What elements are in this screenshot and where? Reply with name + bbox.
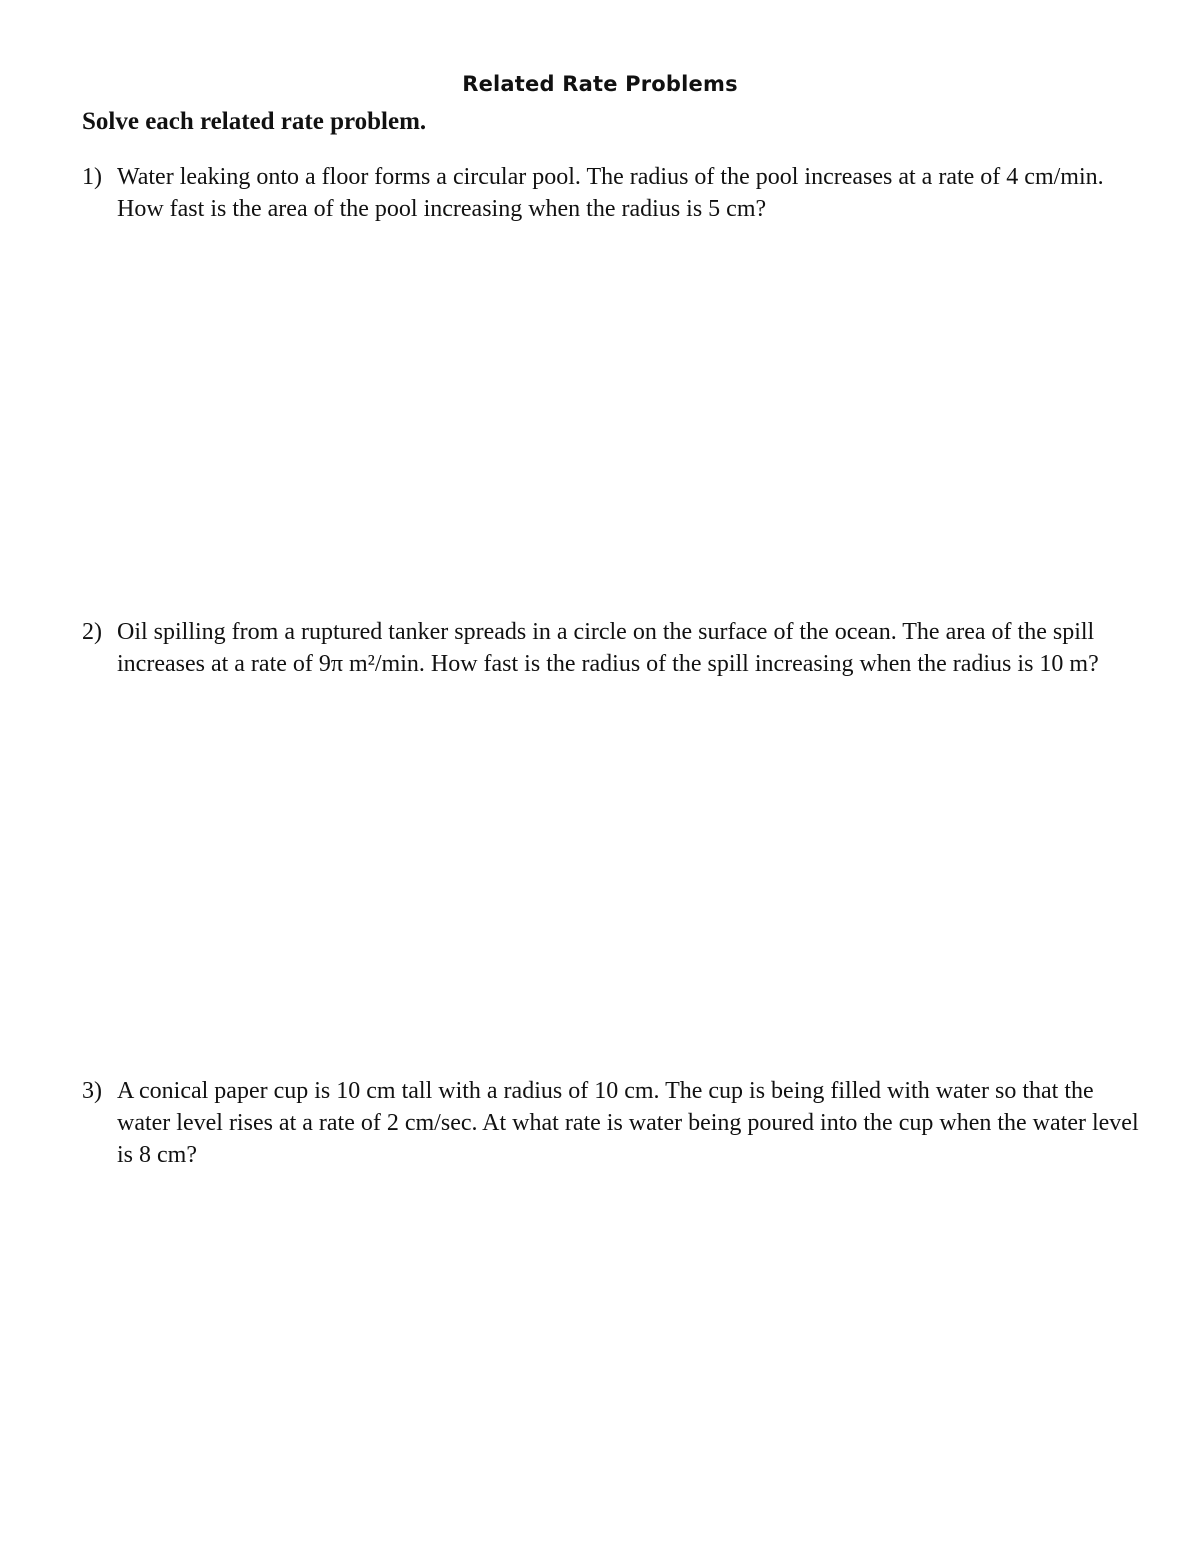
- page-title: Related Rate Problems: [462, 72, 738, 96]
- instructions: Solve each related rate problem.: [82, 108, 427, 135]
- problem-2: [82, 616, 1142, 680]
- problem-text: Water leaking onto a floor forms a circular pool. The radius of the pool increases at a rate of 4 cm/min. How fast is the area of the pool increasing when the radius is 5 cm?: [117, 164, 1104, 222]
- problem-text: A conical paper cup is 10 cm tall with a radius of 10 cm. The cup is being filled with water so that the water level rises at a rate of 2 cm/sec. At what rate is water being poured into the cup when the water level is 8 cm?: [117, 1078, 1139, 1168]
- problem-number: 2): [82, 619, 102, 645]
- problem-number: 1): [82, 164, 102, 190]
- problem-number: 3): [82, 1078, 102, 1104]
- problem-1: [82, 161, 1142, 225]
- problem-3: [82, 1075, 1142, 1171]
- problem-text: Oil spilling from a ruptured tanker spreads in a circle on the surface of the ocean. The area of the spill increases at a rate of 9π m²/min. How fast is the radius of the spill increasing when the radius is 10 m?: [117, 619, 1099, 677]
